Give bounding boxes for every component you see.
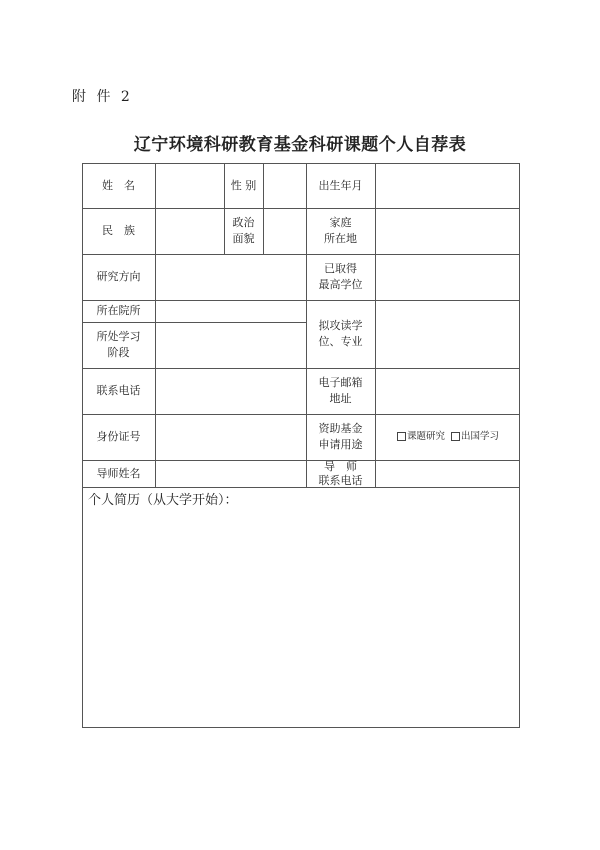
pursuing-degree-label: 拟攻读学 位、专业	[318, 319, 363, 348]
institute-field[interactable]	[156, 300, 306, 322]
political-status-label: 政治 面貌	[232, 216, 255, 245]
highest-degree-label: 已取得 最高学位	[318, 262, 363, 291]
study-abroad-option-label: 出国学习	[461, 431, 500, 443]
family-location-field[interactable]	[376, 208, 520, 254]
gender-label: 性 别	[230, 178, 257, 192]
id-number-label: 身份证号	[96, 430, 141, 444]
resume-label: 个人简历（从大学开始）：	[88, 493, 238, 508]
checkbox-icon	[451, 432, 460, 441]
research-option[interactable]	[397, 430, 445, 444]
resume-field[interactable]	[83, 510, 519, 727]
ethnicity-label: 民 族	[102, 224, 135, 238]
gender-field[interactable]	[264, 163, 306, 208]
pursuing-degree-field[interactable]	[376, 300, 520, 368]
email-field[interactable]	[376, 368, 520, 414]
page-title: 辽宁环境科研教育基金科研课题个人自荐表	[133, 135, 467, 155]
institute-label: 所在院所	[96, 304, 141, 318]
political-status-field[interactable]	[264, 208, 306, 254]
attachment-number: 附 件 2	[72, 89, 133, 105]
birth-date-field[interactable]	[376, 163, 520, 208]
highest-degree-field[interactable]	[376, 254, 520, 300]
email-label: 电子邮箱 地址	[318, 376, 363, 405]
research-direction-field[interactable]	[156, 254, 306, 300]
research-direction-label: 研究方向	[96, 270, 141, 284]
advisor-name-label: 导师姓名	[96, 466, 141, 480]
ethnicity-field[interactable]	[156, 208, 224, 254]
row-divider	[82, 487, 520, 488]
family-location-label: 家庭 所在地	[324, 216, 357, 245]
study-stage-field[interactable]	[156, 322, 306, 368]
checkbox-icon	[397, 432, 406, 441]
id-number-field[interactable]	[156, 414, 306, 460]
phone-field[interactable]	[156, 368, 306, 414]
phone-label: 联系电话	[96, 384, 141, 398]
fund-purpose-label: 资助基金 申请用途	[318, 422, 363, 451]
advisor-phone-field[interactable]	[376, 460, 520, 487]
name-label: 姓 名	[102, 178, 135, 192]
fund-purpose-options	[376, 414, 520, 460]
advisor-name-field[interactable]	[156, 460, 306, 487]
advisor-phone-label: 导 师 联系电话	[318, 459, 363, 487]
name-field[interactable]	[156, 163, 224, 208]
birth-date-label: 出生年月	[318, 178, 363, 192]
study-abroad-option[interactable]	[451, 430, 499, 444]
study-stage-label: 所处学习 阶段	[96, 330, 141, 359]
research-option-label: 课题研究	[406, 431, 445, 443]
